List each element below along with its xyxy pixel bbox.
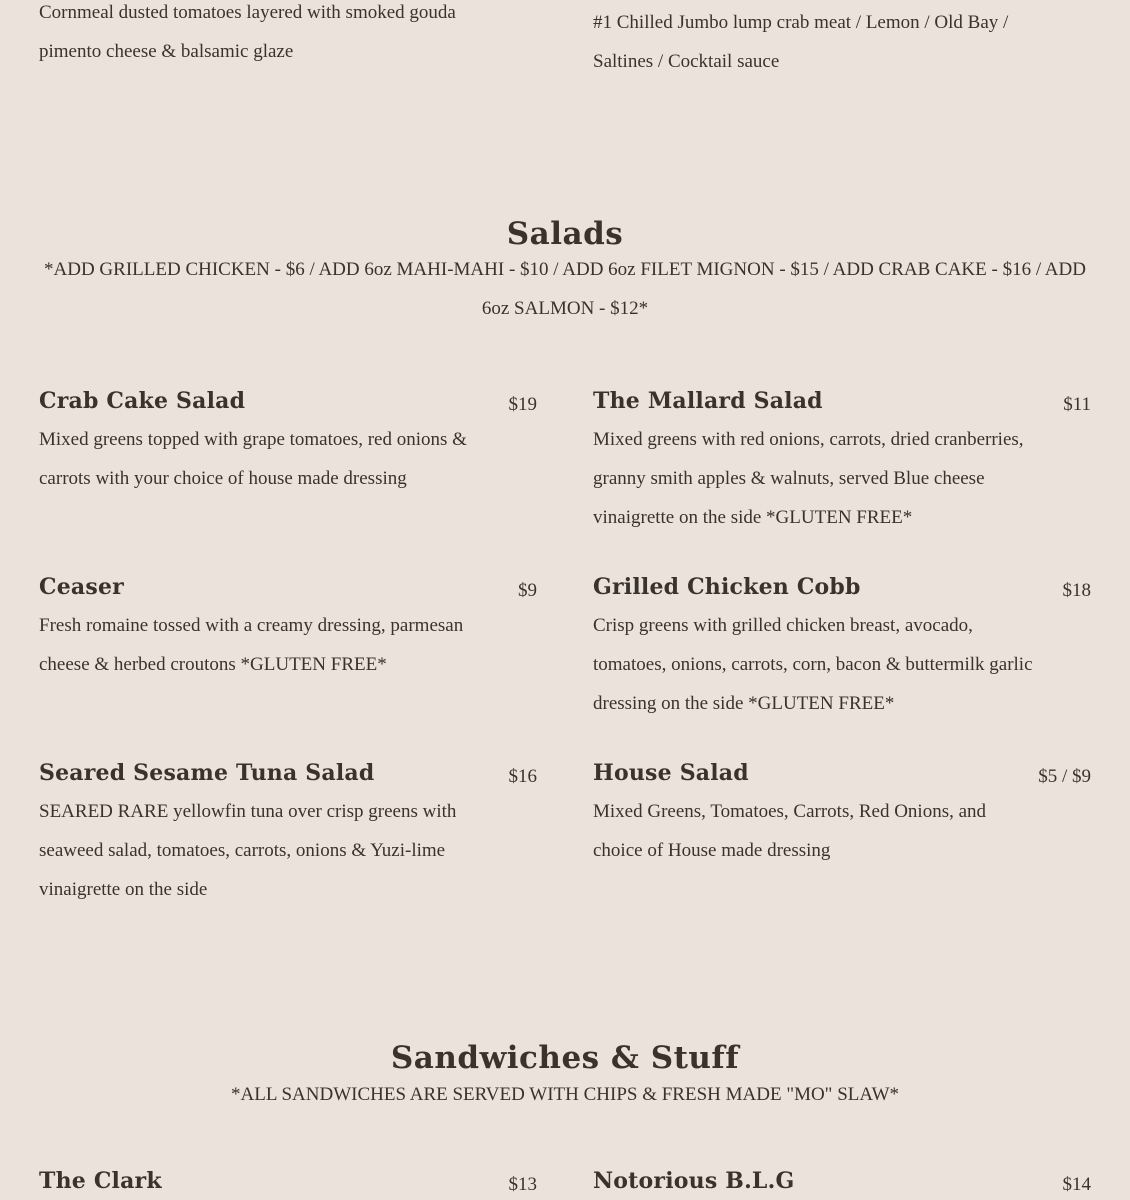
menu-item — [39, 758, 537, 909]
menu-item-description: Crisp greens with grilled chicken breast, avocado, tomatoes, onions, carrots, corn, bacon & buttermilk garlic dressing on the side *GLUTEN FREE* — [593, 615, 1033, 714]
menu-item-price: $9 — [518, 580, 537, 601]
menu-item-name: Notorious B.L.G — [593, 1168, 795, 1194]
menu-item — [593, 758, 1091, 870]
menu-item-name: The Clark — [39, 1168, 162, 1194]
menu-item — [39, 572, 537, 684]
menu-item-description: Mixed greens topped with grape tomatoes, red onions & carrots with your choice of house made dressing — [39, 429, 467, 489]
section-title-salads: Salads — [506, 216, 624, 252]
menu-item-name: House Salad — [593, 760, 749, 786]
menu-item-description: SEARED RARE yellowfin tuna over crisp greens with seaweed salad, tomatoes, carrots, onions & Yuzi-lime vinaigrette on the side — [39, 801, 457, 900]
menu-item — [39, 386, 537, 498]
menu-item-price: $13 — [508, 1174, 537, 1195]
menu-item-description: Mixed Greens, Tomatoes, Carrots, Red Onions, and choice of House made dressing — [593, 801, 987, 861]
menu-item-price: $18 — [1062, 580, 1091, 601]
menu-item — [39, 1166, 537, 1196]
menu-item-price: $5 / $9 — [1038, 766, 1091, 787]
menu-item-description: Cornmeal dusted tomatoes layered with smoked gouda pimento cheese & balsamic glaze — [39, 2, 456, 62]
menu-item-price: $16 — [508, 766, 537, 787]
section-note-salads: *ADD GRILLED CHICKEN - $6 / ADD 6oz MAHI-MAHI - $10 / ADD 6oz FILET MIGNON - $15 / ADD CRAB CAKE - $16 / ADD 6oz SALMON - $12* — [44, 259, 1086, 319]
menu-item-name: Crab Cake Salad — [39, 388, 246, 414]
menu-item — [593, 572, 1091, 723]
section-note-sandwiches: *ALL SANDWICHES ARE SERVED WITH CHIPS & FRESH MADE "MO" SLAW* — [231, 1084, 899, 1105]
menu-item-name: Ceaser — [39, 574, 124, 600]
menu-item-description: Fresh romaine tossed with a creamy dressing, parmesan cheese & herbed croutons *GLUTEN FREE* — [39, 615, 464, 675]
menu-item-price: $11 — [1063, 394, 1091, 415]
menu-item-description: #1 Chilled Jumbo lump crab meat / Lemon / Old Bay / Saltines / Cocktail sauce — [593, 12, 1009, 72]
menu-item-name: Seared Sesame Tuna Salad — [39, 760, 375, 786]
menu-item-name: Grilled Chicken Cobb — [593, 574, 861, 600]
section-title-sandwiches: Sandwiches & Stuff — [390, 1040, 740, 1076]
menu-item-name: The Mallard Salad — [593, 388, 823, 414]
menu-item-description: Mixed greens with red onions, carrots, dried cranberries, granny smith apples & walnuts, served Blue cheese vinaigrette on the side *GLUTEN FREE* — [593, 429, 1024, 528]
menu-item — [593, 386, 1091, 537]
menu-item — [593, 1166, 1091, 1196]
menu-item-price: $14 — [1062, 1174, 1091, 1195]
menu-item-price: $19 — [508, 394, 537, 415]
